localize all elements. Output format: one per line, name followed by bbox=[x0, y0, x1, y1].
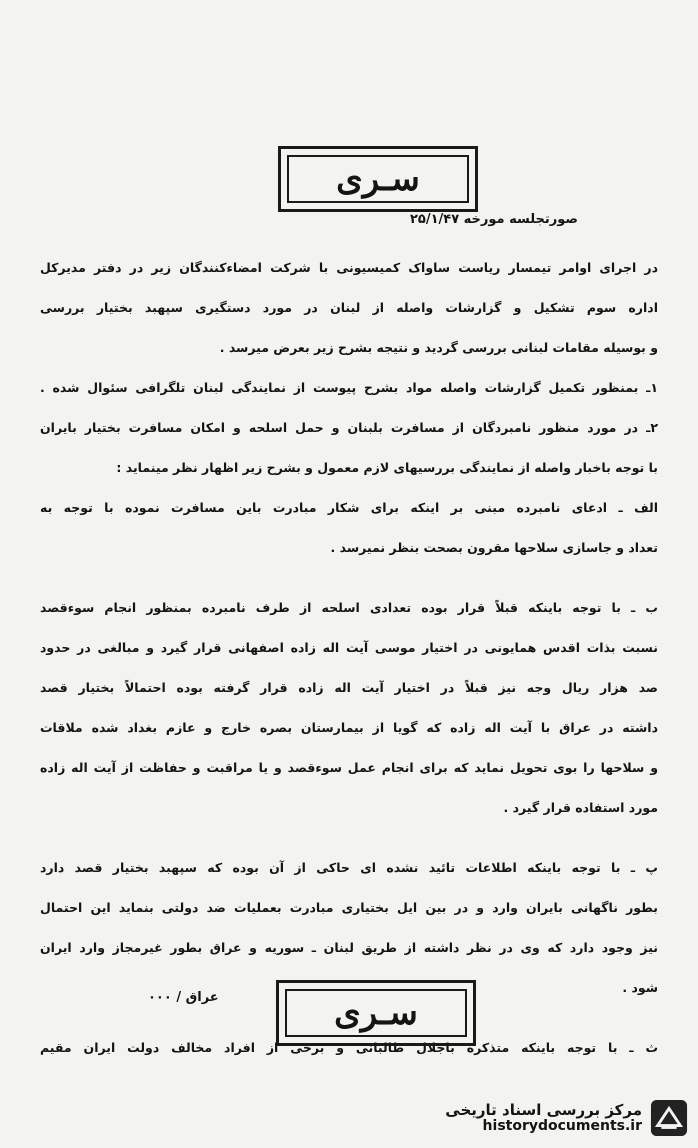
watermark-title: مرکز بررسی اسناد تاریخی bbox=[445, 1101, 642, 1120]
secret-stamp-top-label: سـری bbox=[287, 155, 469, 203]
body-line: با توجه باخبار واصله از نمایندگی بررسیهای لازم معمول و بشرح زیر اظهار نظر مینماید : bbox=[116, 460, 658, 475]
body-line: تعداد و جاسازی سلاحها مقرون بصحت بنظر نمیرسد . bbox=[330, 540, 658, 555]
secret-stamp-bottom bbox=[276, 980, 476, 1046]
body-line: اداره سوم تشکیل و گزارشات واصله از لبنان در مورد دستگیری سپهبد بختیار بررسی bbox=[40, 300, 658, 315]
body-line: ب ـ با توجه باینکه قبلاً قرار بوده تعدادی اسلحه از طرف نامبرده بمنظور انجام سوءقصد bbox=[40, 600, 658, 615]
body-line: ۱ـ بمنظور تکمیل گزارشات واصله مواد بشرح پیوست از نمایندگی لبنان تلگرافی سئوال شده . bbox=[40, 380, 658, 395]
body-line: ث ـ با توجه باینکه متذکره باجلال طالبانی و برخی از افراد مخالف دولت ایران مقیم bbox=[40, 1040, 658, 1055]
body-line: بطور ناگهانی بایران وارد و در بین ایل بختیاری مبادرت بعملیات ضد دولتی بنماید این احتمال bbox=[40, 900, 658, 915]
watermark-url: historydocuments.ir bbox=[482, 1117, 642, 1134]
body-line: در اجرای اوامر تیمسار ریاست ساواک کمیسیونی با شرکت امضاءکنندگان زیر در دفتر مدیرکل bbox=[40, 260, 658, 275]
body-line: ۲ـ در مورد منظور نامبردگان از مسافرت بلبنان و حمل اسلحه و امکان مسافرت بختیار بایران bbox=[40, 420, 658, 435]
body-line: مورد استفاده قرار گیرد . bbox=[503, 800, 658, 815]
body-line: صد هزار ریال وجه نیز قبلاً در اختیار آیت اله زاده قرار گرفته بوده احتمالاً بختیار قصد bbox=[40, 680, 658, 695]
archive-watermark bbox=[408, 1098, 688, 1138]
document-body bbox=[40, 248, 658, 1068]
body-line: داشته در عراق با آیت اله زاده که گویا از بیمارستان بصره خارج و عازم بغداد شده ملاقات bbox=[40, 720, 658, 735]
body-line: الف ـ ادعای نامبرده مبنی بر اینکه برای شکار مبادرت باین مسافرت نموده با توجه به bbox=[40, 500, 658, 515]
secret-stamp-bottom-label: سـری bbox=[285, 989, 467, 1037]
body-line: پ ـ با توجه باینکه اطلاعات تائید نشده ای حاکی از آن بوده که سپهبد بختیار قصد دارد bbox=[40, 860, 658, 875]
body-line: نیز وجود دارد که وی در نظر داشته از طریق لبنان ـ سوریه و عراق بطور غیرمجاز وارد ایران bbox=[40, 940, 658, 955]
reference-number: عراق / ۰۰۰ bbox=[148, 990, 219, 1005]
minutes-date-heading: صورتجلسه مورخه ۲۵/۱/۴۷ bbox=[409, 212, 578, 227]
body-line: و سلاحها را بوی تحویل نماید که برای انجام عمل سوءقصد و یا مراقبت و حفاظت از آیت اله زاده bbox=[40, 760, 658, 775]
secret-stamp-top bbox=[278, 146, 478, 212]
body-line: نسبت بذات اقدس همایونی در اختیار موسی آیت اله زاده اصفهانی قرار گیرد و مبالغی در حدود bbox=[40, 640, 658, 655]
body-line: شود . bbox=[622, 980, 658, 995]
book-icon bbox=[650, 1099, 688, 1137]
body-line: و بوسیله مقامات لبنانی بررسی گردید و نتیجه بشرح زیر بعرض میرسد . bbox=[219, 340, 658, 355]
